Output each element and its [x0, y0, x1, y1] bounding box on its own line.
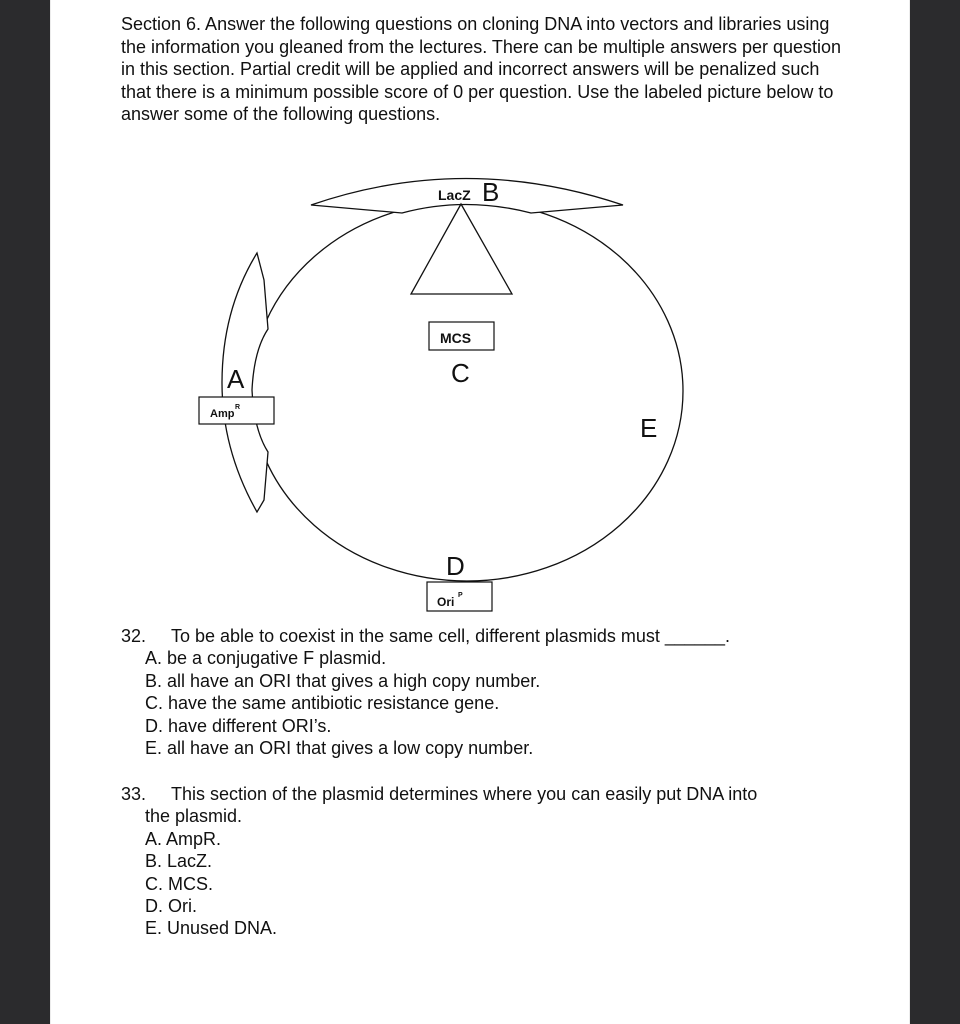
label-d: D — [446, 551, 465, 581]
answer-option: A. AmpR. — [145, 828, 222, 849]
mcs-label: MCS — [440, 330, 472, 346]
answer-option: E. Unused DNA. — [145, 918, 278, 939]
question-number: 32. — [121, 626, 147, 646]
answer-option: D. have different ORI’s. — [145, 715, 332, 736]
question-32 — [121, 625, 841, 759]
section-instructions: Section 6. Answer the following questions on cloning DNA into vectors and libraries using the information you gleaned from the lectures. There can be multiple answers per question in this section. Partial credit will be applied and incorrect answers will be penalized such that there is a minimum possible score of 0 per question. Use the labeled picture below to answer some of the following questions. — [121, 14, 842, 125]
answer-option: B. LacZ. — [145, 851, 213, 872]
answer-option: C. have the same antibiotic resistance gene. — [145, 693, 500, 714]
answer-option: C. MCS. — [145, 873, 214, 894]
label-e: E — [640, 413, 658, 443]
mcs-triangle — [411, 204, 512, 294]
question-text-continued: the plasmid. — [145, 806, 243, 827]
question-33 — [121, 783, 841, 940]
amp-label: Amp — [210, 408, 235, 420]
answer-option: B. all have an ORI that gives a high copy number. — [145, 670, 541, 691]
answer-option: E. all have an ORI that gives a low copy number. — [145, 738, 534, 759]
question-text: To be able to coexist in the same cell, different plasmids must ______. — [171, 626, 730, 646]
label-b: B — [482, 177, 500, 207]
ori-superscript: P — [458, 592, 463, 599]
question-number: 33. — [121, 784, 147, 804]
question-32-stem — [121, 625, 841, 647]
answer-option: A. be a conjugative F plasmid. — [145, 648, 387, 669]
label-a: A — [227, 364, 245, 394]
question-text: This section of the plasmid determines where you can easily put DNA into — [171, 784, 758, 804]
lacz-label: LacZ — [438, 187, 471, 203]
label-c: C — [451, 358, 470, 388]
question-33-stem — [121, 783, 841, 805]
answer-option: D. Ori. — [145, 896, 197, 917]
amp-superscript: R — [235, 404, 241, 411]
ori-label: Ori — [437, 595, 455, 609]
